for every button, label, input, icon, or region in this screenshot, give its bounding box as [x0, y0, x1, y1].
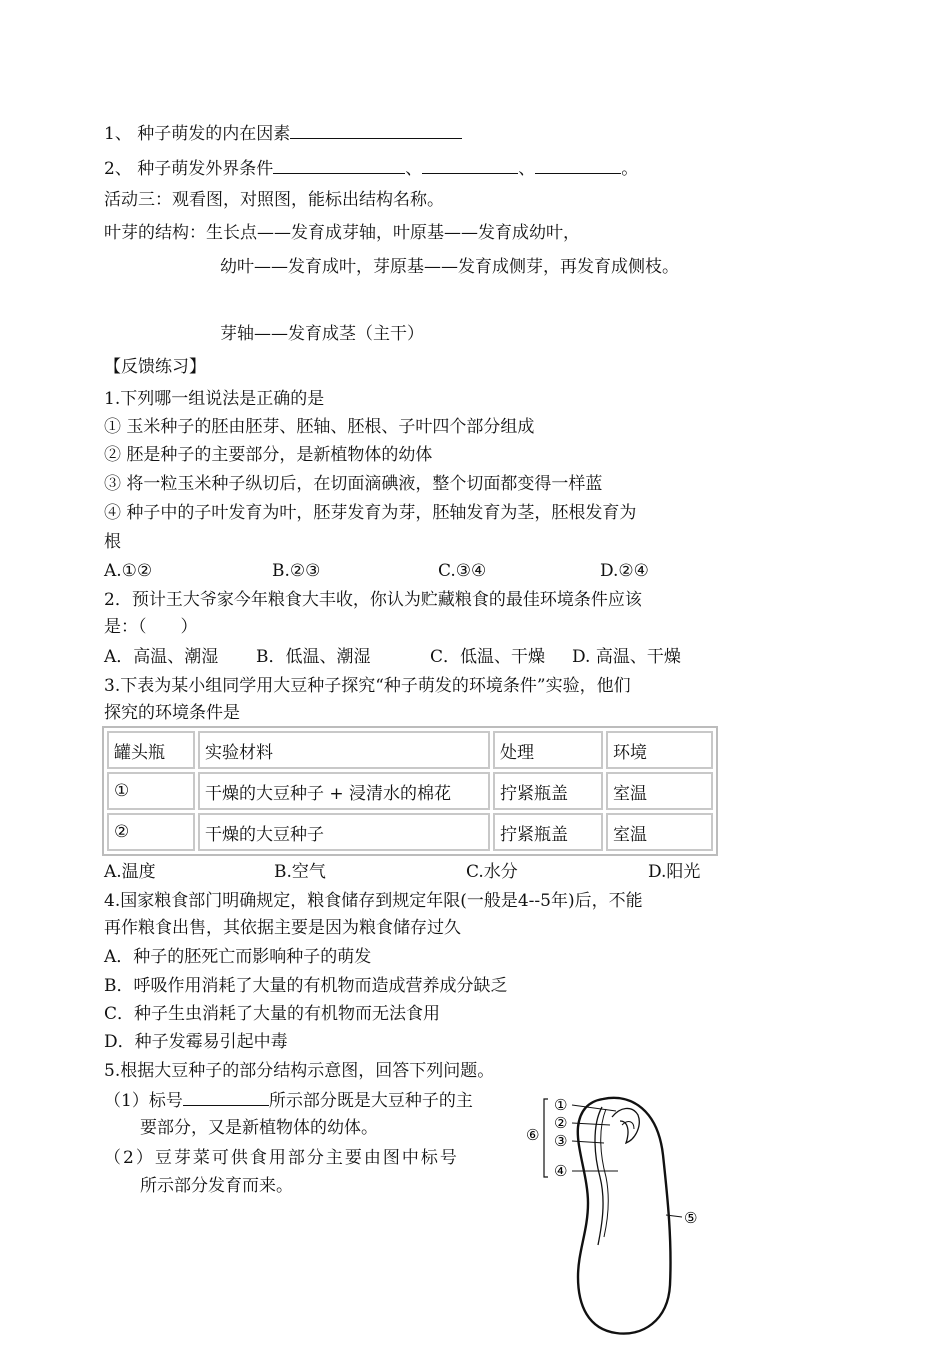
q5-part-2-cont: 所示部分发育而来。 — [140, 1176, 293, 1196]
label-1: ① — [554, 1096, 568, 1114]
answer-blank[interactable] — [422, 157, 518, 174]
period: 。 — [621, 159, 639, 179]
leader-line — [572, 1105, 616, 1111]
q3-stem: 3.下表为某小组同学用大豆种子探究“种子萌发的环境条件”实验，他们 — [104, 676, 631, 696]
q4-option-d[interactable]: D．种子发霉易引起中毒 — [104, 1032, 288, 1052]
table-row — [107, 772, 713, 810]
q1-option-c[interactable]: C.③④ — [438, 561, 487, 581]
q3-option-d[interactable]: D.阳光 — [648, 862, 701, 882]
q3-option-a[interactable]: A.温度 — [104, 862, 156, 882]
label-2: ② — [554, 1114, 568, 1132]
q1-option-a[interactable]: A.①② — [104, 561, 153, 581]
separator: 、 — [405, 159, 423, 179]
q4-stem: 4.国家粮食部门明确规定，粮食储存到规定年限(一般是4--5年)后，不能 — [104, 891, 643, 911]
label-6: ⑥ — [526, 1126, 540, 1144]
q4-stem-cont: 再作粮食出售，其依据主要是因为粮食储存过久 — [104, 918, 461, 938]
table-row — [107, 813, 713, 851]
q1-statement-3: ③ 将一粒玉米种子纵切后，在切面滴碘液，整个切面都变得一样蓝 — [104, 474, 603, 494]
q2-option-c[interactable]: C．低温、干燥 — [430, 647, 546, 667]
table-cell: 拧紧瓶盖 — [493, 813, 603, 851]
q2-option-d[interactable]: D. 高温、干燥 — [572, 647, 681, 667]
table-cell: ① — [107, 772, 195, 810]
bracket — [544, 1099, 548, 1177]
table-header-row — [107, 731, 713, 769]
q3-option-c[interactable]: C.水分 — [466, 862, 518, 882]
q1-statement-2: ② 胚是种子的主要部分，是新植物体的幼体 — [104, 445, 433, 465]
q3-option-b[interactable]: B.空气 — [274, 862, 326, 882]
intro-q2 — [104, 157, 638, 180]
bud-structure-line-3: 芽轴——发育成茎（主干） — [220, 324, 424, 344]
intro-q1 — [104, 122, 462, 145]
q4-option-b[interactable]: B．呼吸作用消耗了大量的有机物而造成营养成分缺乏 — [104, 976, 508, 996]
q1-option-d[interactable]: D.②④ — [600, 561, 649, 581]
activity-line: 活动三：观看图，对照图，能标出结构名称。 — [104, 190, 444, 210]
experiment-table — [102, 726, 718, 856]
intro-q2-text: 2、 种子萌发外界条件 — [104, 159, 274, 179]
table-cell: 干燥的大豆种子 + 浸清水的棉花 — [198, 772, 490, 810]
q4-option-c[interactable]: C．种子生虫消耗了大量的有机物而无法食用 — [104, 1004, 441, 1024]
q5-part-1-prefix: （1）标号 — [104, 1091, 183, 1111]
table-cell: 干燥的大豆种子 — [198, 813, 490, 851]
q2-stem: 2．预计王大爷家今年粮食大丰收，你认为贮藏粮食的最佳环境条件应该 — [104, 590, 642, 610]
table-cell: 室温 — [606, 813, 713, 851]
intro-q1-text: 1、 种子萌发的内在因素 — [104, 124, 291, 144]
label-5: ⑤ — [684, 1209, 698, 1227]
answer-blank[interactable] — [290, 122, 462, 139]
label-4: ④ — [554, 1162, 568, 1180]
table-cell: ② — [107, 813, 195, 851]
answer-blank[interactable] — [535, 157, 621, 174]
seed-coat — [578, 1098, 671, 1334]
leader-line — [572, 1141, 604, 1143]
q5-part-1-suffix: 所示部分既是大豆种子的主 — [268, 1091, 473, 1111]
q2-option-b[interactable]: B．低温、潮湿 — [256, 647, 371, 667]
table-header: 处理 — [493, 731, 603, 769]
q1-option-b[interactable]: B.②③ — [272, 561, 321, 581]
table-header: 实验材料 — [198, 731, 490, 769]
table-cell: 拧紧瓶盖 — [493, 772, 603, 810]
q4-option-a[interactable]: A．种子的胚死亡而影响种子的萌发 — [104, 947, 372, 967]
soybean-seed-diagram — [520, 1085, 730, 1347]
practice-heading: 【反馈练习】 — [104, 357, 206, 377]
q1-stem: 1.下列哪一组说法是正确的是 — [104, 389, 325, 409]
separator: 、 — [518, 159, 536, 179]
q1-statement-1: ① 玉米种子的胚由胚芽、胚轴、胚根、子叶四个部分组成 — [104, 417, 535, 437]
answer-blank[interactable] — [183, 1089, 269, 1106]
q1-statement-4: ④ 种子中的子叶发育为叶，胚芽发育为芽，胚轴发育为茎，胚根发育为 — [104, 503, 637, 523]
q2-stem-cont: 是：（ ） — [104, 617, 198, 637]
table-cell: 室温 — [606, 772, 713, 810]
plumule — [612, 1108, 639, 1143]
q1-statement-4-cont: 根 — [104, 532, 121, 552]
q5-stem: 5.根据大豆种子的部分结构示意图，回答下列问题。 — [104, 1061, 495, 1081]
table-header: 罐头瓶 — [107, 731, 195, 769]
table-header: 环境 — [606, 731, 713, 769]
answer-blank[interactable] — [273, 157, 405, 174]
label-3: ③ — [554, 1132, 568, 1150]
q2-option-a[interactable]: A．高温、潮湿 — [104, 647, 219, 667]
q3-stem-cont: 探究的环境条件是 — [104, 703, 240, 723]
bud-structure-line-1: 叶芽的结构：生长点——发育成芽轴，叶原基——发育成幼叶， — [104, 223, 580, 243]
q5-part-2: （2）豆芽菜可供食用部分主要由图中标号 — [104, 1148, 459, 1168]
q5-part-1-cont: 要部分，又是新植物体的幼体。 — [140, 1118, 378, 1138]
q5-part-1 — [104, 1089, 473, 1112]
bud-structure-line-2: 幼叶——发育成叶，芽原基——发育成侧芽，再发育成侧枝。 — [220, 257, 679, 277]
